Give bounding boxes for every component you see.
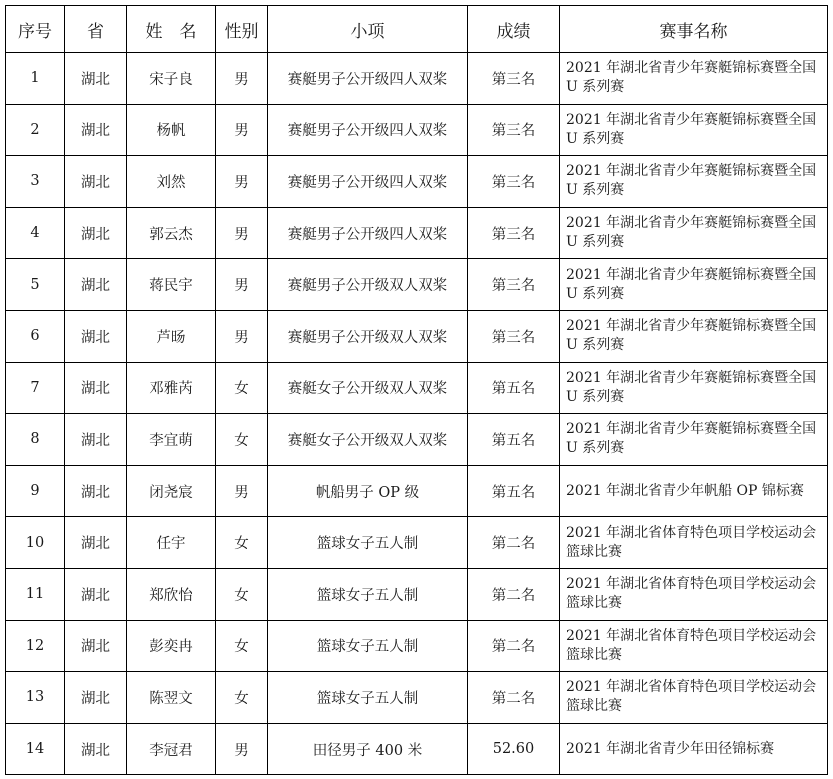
cell-result: 第三名 [468, 53, 560, 105]
cell-result: 第三名 [468, 207, 560, 259]
cell-gender: 男 [216, 259, 268, 311]
cell-gender: 女 [216, 414, 268, 466]
table-row [6, 517, 828, 569]
cell-province: 湖北 [65, 207, 127, 259]
cell-province: 湖北 [65, 568, 127, 620]
cell-gender: 女 [216, 362, 268, 414]
table-row [6, 672, 828, 724]
cell-index: 9 [6, 465, 65, 517]
table-body [6, 53, 828, 775]
cell-event: 赛艇女子公开级双人双桨 [268, 362, 468, 414]
header-name: 姓 名 [127, 6, 216, 53]
cell-index: 13 [6, 672, 65, 724]
cell-gender: 男 [216, 104, 268, 156]
cell-province: 湖北 [65, 362, 127, 414]
cell-event: 田径男子 400 米 [268, 723, 468, 775]
cell-result: 第二名 [468, 568, 560, 620]
table-row [6, 207, 828, 259]
cell-result: 第二名 [468, 672, 560, 724]
cell-event: 赛艇男子公开级四人双桨 [268, 53, 468, 105]
cell-gender: 男 [216, 207, 268, 259]
cell-name: 蒋民宇 [127, 259, 216, 311]
cell-event: 篮球女子五人制 [268, 568, 468, 620]
table-row [6, 362, 828, 414]
cell-competition: 2021 年湖北省青少年赛艇锦标赛暨全国 U 系列赛 [560, 104, 828, 156]
cell-competition: 2021 年湖北省体育特色项目学校运动会篮球比赛 [560, 620, 828, 672]
cell-province: 湖北 [65, 723, 127, 775]
cell-gender: 男 [216, 310, 268, 362]
cell-index: 3 [6, 156, 65, 208]
table-row [6, 568, 828, 620]
cell-event: 篮球女子五人制 [268, 620, 468, 672]
table-row [6, 723, 828, 775]
cell-competition: 2021 年湖北省青少年赛艇锦标赛暨全国 U 系列赛 [560, 414, 828, 466]
cell-index: 4 [6, 207, 65, 259]
cell-result: 第二名 [468, 517, 560, 569]
cell-province: 湖北 [65, 517, 127, 569]
cell-event: 赛艇男子公开级四人双桨 [268, 207, 468, 259]
cell-event: 赛艇男子公开级四人双桨 [268, 104, 468, 156]
cell-result: 第五名 [468, 465, 560, 517]
table-row [6, 414, 828, 466]
cell-event: 赛艇男子公开级四人双桨 [268, 156, 468, 208]
header-index: 序号 [6, 6, 65, 53]
cell-name: 芦旸 [127, 310, 216, 362]
cell-gender: 女 [216, 568, 268, 620]
cell-name: 郑欣怡 [127, 568, 216, 620]
header-province: 省 [65, 6, 127, 53]
cell-competition: 2021 年湖北省青少年赛艇锦标赛暨全国 U 系列赛 [560, 156, 828, 208]
cell-gender: 女 [216, 517, 268, 569]
cell-province: 湖北 [65, 465, 127, 517]
cell-event: 篮球女子五人制 [268, 517, 468, 569]
cell-index: 11 [6, 568, 65, 620]
cell-index: 10 [6, 517, 65, 569]
cell-competition: 2021 年湖北省青少年赛艇锦标赛暨全国 U 系列赛 [560, 53, 828, 105]
cell-name: 杨帆 [127, 104, 216, 156]
cell-province: 湖北 [65, 53, 127, 105]
cell-competition: 2021 年湖北省青少年帆船 OP 锦标赛 [560, 465, 828, 517]
cell-name: 宋子良 [127, 53, 216, 105]
cell-index: 1 [6, 53, 65, 105]
cell-index: 7 [6, 362, 65, 414]
header-event: 小项 [268, 6, 468, 53]
cell-gender: 女 [216, 620, 268, 672]
cell-gender: 男 [216, 156, 268, 208]
cell-competition: 2021 年湖北省体育特色项目学校运动会篮球比赛 [560, 517, 828, 569]
table-row [6, 156, 828, 208]
cell-name: 邓雅芮 [127, 362, 216, 414]
cell-index: 12 [6, 620, 65, 672]
cell-index: 6 [6, 310, 65, 362]
table-row [6, 104, 828, 156]
cell-gender: 男 [216, 53, 268, 105]
cell-result: 第三名 [468, 259, 560, 311]
results-table [5, 5, 828, 775]
cell-result: 第五名 [468, 414, 560, 466]
cell-competition: 2021 年湖北省青少年田径锦标赛 [560, 723, 828, 775]
header-competition: 赛事名称 [560, 6, 828, 53]
cell-event: 篮球女子五人制 [268, 672, 468, 724]
header-result: 成绩 [468, 6, 560, 53]
cell-name: 彭奕冉 [127, 620, 216, 672]
cell-event: 赛艇女子公开级双人双桨 [268, 414, 468, 466]
cell-result: 第二名 [468, 620, 560, 672]
cell-name: 陈翌文 [127, 672, 216, 724]
cell-index: 8 [6, 414, 65, 466]
cell-competition: 2021 年湖北省青少年赛艇锦标赛暨全国 U 系列赛 [560, 207, 828, 259]
cell-result: 第五名 [468, 362, 560, 414]
table-row [6, 259, 828, 311]
cell-index: 14 [6, 723, 65, 775]
cell-event: 帆船男子 OP 级 [268, 465, 468, 517]
cell-name: 李宜萌 [127, 414, 216, 466]
table-row [6, 53, 828, 105]
cell-result: 第三名 [468, 104, 560, 156]
cell-name: 郭云杰 [127, 207, 216, 259]
cell-index: 2 [6, 104, 65, 156]
cell-province: 湖北 [65, 104, 127, 156]
cell-gender: 男 [216, 723, 268, 775]
cell-province: 湖北 [65, 672, 127, 724]
cell-competition: 2021 年湖北省体育特色项目学校运动会篮球比赛 [560, 672, 828, 724]
cell-province: 湖北 [65, 620, 127, 672]
table-row [6, 465, 828, 517]
cell-competition: 2021 年湖北省青少年赛艇锦标赛暨全国 U 系列赛 [560, 259, 828, 311]
cell-province: 湖北 [65, 310, 127, 362]
cell-province: 湖北 [65, 414, 127, 466]
cell-index: 5 [6, 259, 65, 311]
table-row [6, 310, 828, 362]
cell-event: 赛艇男子公开级双人双桨 [268, 310, 468, 362]
cell-gender: 男 [216, 465, 268, 517]
table-row [6, 620, 828, 672]
cell-name: 李冠君 [127, 723, 216, 775]
cell-province: 湖北 [65, 156, 127, 208]
header-gender: 性别 [216, 6, 268, 53]
cell-result: 第三名 [468, 310, 560, 362]
cell-gender: 女 [216, 672, 268, 724]
cell-event: 赛艇男子公开级双人双桨 [268, 259, 468, 311]
cell-province: 湖北 [65, 259, 127, 311]
cell-competition: 2021 年湖北省青少年赛艇锦标赛暨全国 U 系列赛 [560, 310, 828, 362]
cell-competition: 2021 年湖北省体育特色项目学校运动会篮球比赛 [560, 568, 828, 620]
cell-name: 任宇 [127, 517, 216, 569]
cell-name: 闭尧宸 [127, 465, 216, 517]
cell-name: 刘然 [127, 156, 216, 208]
header-row [6, 6, 828, 53]
cell-competition: 2021 年湖北省青少年赛艇锦标赛暨全国 U 系列赛 [560, 362, 828, 414]
cell-result: 第三名 [468, 156, 560, 208]
cell-result: 52.60 [468, 723, 560, 775]
